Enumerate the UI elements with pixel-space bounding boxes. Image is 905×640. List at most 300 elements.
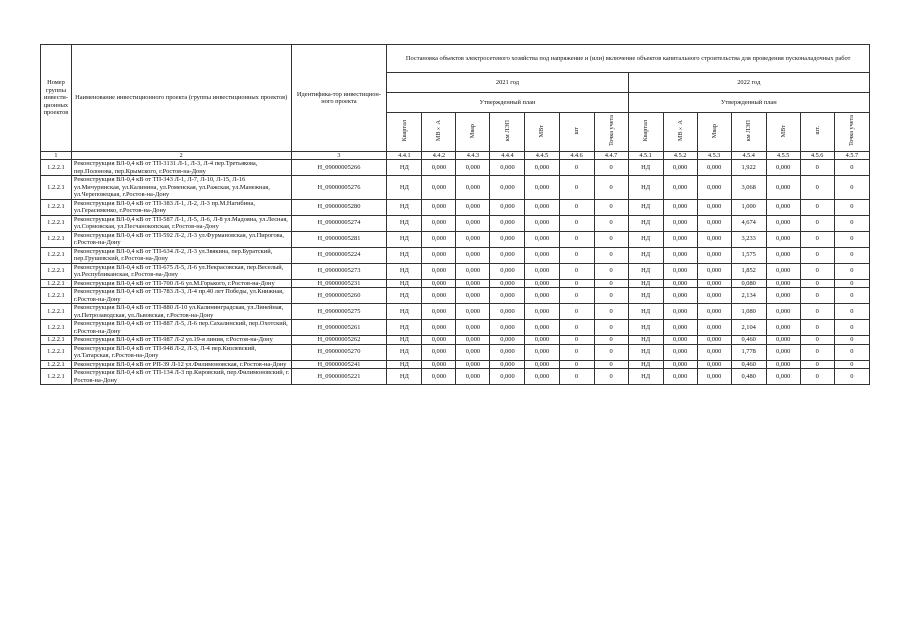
table-row bbox=[41, 360, 870, 369]
value-cell: 0,000 bbox=[525, 231, 559, 247]
value-cell: 0 bbox=[800, 369, 834, 385]
value-cell: 0 bbox=[834, 304, 869, 320]
value-cell: 0,000 bbox=[490, 160, 525, 176]
value-cell: 0,000 bbox=[490, 304, 525, 320]
project-name-cell: Реконструкция ВЛ-0,4 кВ от ТП-948 Л-2, Л-3, Л-4 пер.Кизлевский, ул.Татарская, г.Ростов-на-Дону bbox=[71, 344, 291, 360]
project-name-cell: Реконструкция ВЛ-0,4 кВ от ТП-343 Л-1, Л-7, Л-10, Л-15, Л-16 ул.Мичуринская, ул.Калинина, ул.Роменская, ул.Ражская, ул.Манежная, ул.Череповецкая, г.Ростов-на-Дону bbox=[71, 176, 291, 200]
value-cell: 0 bbox=[559, 344, 594, 360]
project-name-cell: Реконструкция ВЛ-0,4 кВ от ТП-634 Л-2, Л-3 ул.Звякина, пер.Буратский, пер.Грушевский, г.Ростов-на-Дону bbox=[71, 247, 291, 263]
value-cell: 2,134 bbox=[731, 288, 766, 304]
value-cell: 0 bbox=[834, 231, 869, 247]
value-cell: 0,000 bbox=[422, 199, 456, 215]
value-cell: 0,000 bbox=[422, 288, 456, 304]
value-cell: 0 bbox=[559, 247, 594, 263]
value-cell: НД bbox=[387, 215, 422, 231]
table-row bbox=[41, 231, 870, 247]
table-row bbox=[41, 160, 870, 176]
value-cell: НД bbox=[628, 215, 663, 231]
value-cell: НД bbox=[387, 369, 422, 385]
value-cell: 0,000 bbox=[697, 288, 731, 304]
group-cell: 1.2.2.1 bbox=[41, 247, 72, 263]
value-cell: 0,000 bbox=[525, 263, 559, 279]
column-number: 4.5.7 bbox=[834, 152, 869, 160]
header-unit-2022 bbox=[834, 113, 869, 152]
value-cell: 0,000 bbox=[697, 344, 731, 360]
project-id-cell: Н_09000005260 bbox=[291, 288, 387, 304]
value-cell: 0,000 bbox=[456, 344, 490, 360]
value-cell: 0,000 bbox=[525, 288, 559, 304]
value-cell: 0,000 bbox=[525, 160, 559, 176]
value-cell: 0,000 bbox=[697, 231, 731, 247]
value-cell: 0,000 bbox=[456, 263, 490, 279]
value-cell: НД bbox=[628, 344, 663, 360]
group-cell: 1.2.2.1 bbox=[41, 344, 72, 360]
value-cell: 0,000 bbox=[490, 176, 525, 200]
value-cell: 0 bbox=[594, 360, 628, 369]
value-cell: 0,000 bbox=[422, 320, 456, 336]
investment-table-page bbox=[40, 44, 870, 385]
value-cell: 0 bbox=[834, 369, 869, 385]
value-cell: 0,000 bbox=[766, 279, 800, 288]
value-cell: 0,000 bbox=[456, 320, 490, 336]
value-cell: 0,000 bbox=[697, 176, 731, 200]
value-cell: 0 bbox=[834, 279, 869, 288]
header-unit-2022 bbox=[766, 113, 800, 152]
value-cell: 0 bbox=[834, 160, 869, 176]
value-cell: 0,000 bbox=[456, 369, 490, 385]
value-cell: 0,000 bbox=[663, 336, 697, 345]
value-cell: 0,000 bbox=[525, 360, 559, 369]
value-cell: 0 bbox=[834, 247, 869, 263]
value-cell: НД bbox=[387, 263, 422, 279]
table-row bbox=[41, 288, 870, 304]
value-cell: 0,000 bbox=[697, 279, 731, 288]
value-cell: 0,000 bbox=[766, 320, 800, 336]
value-cell: 0,000 bbox=[663, 288, 697, 304]
value-cell: 0,000 bbox=[663, 279, 697, 288]
value-cell: НД bbox=[628, 304, 663, 320]
project-name-cell: Реконструкция ВЛ-0,4 кВ от ТП-700 Л-6 ул.М.Горького, г.Ростов-на-Дону bbox=[71, 279, 291, 288]
project-id-cell: Н_09000005241 bbox=[291, 360, 387, 369]
header-unit-2021 bbox=[422, 113, 456, 152]
header-unit-label: шт. bbox=[813, 126, 821, 136]
value-cell: НД bbox=[387, 160, 422, 176]
value-cell: 0,000 bbox=[766, 263, 800, 279]
value-cell: 0,000 bbox=[766, 215, 800, 231]
value-cell: 0,000 bbox=[490, 199, 525, 215]
column-number: 4.4.1 bbox=[387, 152, 422, 160]
header-unit-label: Мвар bbox=[469, 123, 477, 138]
value-cell: 0,000 bbox=[697, 215, 731, 231]
value-cell: 0,480 bbox=[731, 369, 766, 385]
value-cell: 3,068 bbox=[731, 176, 766, 200]
value-cell: 0,000 bbox=[697, 263, 731, 279]
value-cell: 0,000 bbox=[490, 360, 525, 369]
project-id-cell: Н_09000005262 bbox=[291, 336, 387, 345]
column-number: 3 bbox=[291, 152, 387, 160]
table-row bbox=[41, 279, 870, 288]
project-id-cell: Н_09000005261 bbox=[291, 320, 387, 336]
column-number: 4.5.1 bbox=[628, 152, 663, 160]
header-unit-2022 bbox=[697, 113, 731, 152]
value-cell: НД bbox=[628, 369, 663, 385]
project-id-cell: Н_09000005273 bbox=[291, 263, 387, 279]
value-cell: 0,000 bbox=[422, 336, 456, 345]
value-cell: 4,674 bbox=[731, 215, 766, 231]
value-cell: 0,000 bbox=[490, 247, 525, 263]
value-cell: 0,000 bbox=[422, 369, 456, 385]
value-cell: 0 bbox=[594, 336, 628, 345]
value-cell: НД bbox=[387, 360, 422, 369]
value-cell: 0 bbox=[559, 360, 594, 369]
value-cell: 0 bbox=[594, 231, 628, 247]
project-id-cell: Н_09000005280 bbox=[291, 199, 387, 215]
value-cell: 0 bbox=[559, 369, 594, 385]
column-number: 4.4.4 bbox=[490, 152, 525, 160]
value-cell: НД bbox=[628, 336, 663, 345]
value-cell: 0,000 bbox=[525, 336, 559, 345]
table-row bbox=[41, 336, 870, 345]
value-cell: 0,000 bbox=[490, 215, 525, 231]
table-row bbox=[41, 215, 870, 231]
column-number: 4.4.3 bbox=[456, 152, 490, 160]
value-cell: 0,000 bbox=[490, 279, 525, 288]
header-group-number: Номер группы инвести-ционных проектов bbox=[41, 45, 72, 152]
value-cell: 0,000 bbox=[663, 263, 697, 279]
value-cell: 0,000 bbox=[663, 160, 697, 176]
value-cell: 0 bbox=[594, 279, 628, 288]
group-cell: 1.2.2.1 bbox=[41, 215, 72, 231]
value-cell: 0,000 bbox=[456, 360, 490, 369]
value-cell: 1,080 bbox=[731, 304, 766, 320]
table-row bbox=[41, 320, 870, 336]
value-cell: 0,000 bbox=[525, 215, 559, 231]
project-id-cell: Н_09000005276 bbox=[291, 176, 387, 200]
value-cell: 0,000 bbox=[663, 231, 697, 247]
value-cell: НД bbox=[628, 247, 663, 263]
value-cell: 0,000 bbox=[456, 288, 490, 304]
value-cell: НД bbox=[628, 199, 663, 215]
value-cell: 0,000 bbox=[456, 279, 490, 288]
value-cell: 0,000 bbox=[697, 320, 731, 336]
header-unit-label: Точка учета bbox=[607, 115, 615, 147]
value-cell: 0,000 bbox=[456, 160, 490, 176]
value-cell: 0 bbox=[594, 369, 628, 385]
value-cell: 0 bbox=[800, 304, 834, 320]
header-unit-2021 bbox=[525, 113, 559, 152]
value-cell: 0,000 bbox=[697, 304, 731, 320]
value-cell: НД bbox=[628, 231, 663, 247]
value-cell: 0,000 bbox=[525, 176, 559, 200]
header-year-2022: 2022 год bbox=[628, 73, 869, 93]
value-cell: 0,460 bbox=[731, 360, 766, 369]
value-cell: 0,000 bbox=[697, 336, 731, 345]
value-cell: НД bbox=[387, 336, 422, 345]
investment-projects-table bbox=[40, 44, 870, 385]
value-cell: 0 bbox=[834, 320, 869, 336]
value-cell: 0 bbox=[834, 199, 869, 215]
column-number: 4.5.4 bbox=[731, 152, 766, 160]
value-cell: 1,922 bbox=[731, 160, 766, 176]
value-cell: 0,000 bbox=[697, 369, 731, 385]
value-cell: 0 bbox=[800, 199, 834, 215]
value-cell: 0,000 bbox=[697, 160, 731, 176]
value-cell: 0,000 bbox=[663, 360, 697, 369]
value-cell: 0,000 bbox=[490, 369, 525, 385]
value-cell: 0 bbox=[800, 360, 834, 369]
column-number: 4.5.2 bbox=[663, 152, 697, 160]
value-cell: 0 bbox=[594, 247, 628, 263]
header-unit-label: МВт bbox=[538, 124, 546, 137]
table-row bbox=[41, 369, 870, 385]
value-cell: НД bbox=[628, 288, 663, 304]
value-cell: 3,233 bbox=[731, 231, 766, 247]
project-id-cell: Н_09000005274 bbox=[291, 215, 387, 231]
project-name-cell: Реконструкция ВЛ-0,4 кВ от РП-39 Л-12 ул.Филимоновская, г.Ростов-на-Дону bbox=[71, 360, 291, 369]
table-row bbox=[41, 199, 870, 215]
column-number: 4.4.6 bbox=[559, 152, 594, 160]
value-cell: 0,000 bbox=[663, 176, 697, 200]
group-cell: 1.2.2.1 bbox=[41, 199, 72, 215]
group-cell: 1.2.2.1 bbox=[41, 336, 72, 345]
value-cell: 0,000 bbox=[422, 344, 456, 360]
value-cell: 0,000 bbox=[766, 288, 800, 304]
value-cell: 0 bbox=[834, 360, 869, 369]
value-cell: 0 bbox=[800, 344, 834, 360]
project-name-cell: Реконструкция ВЛ-0,4 кВ от ТП-134 Л-3 пр.Кировский, пер.Филимоновский, г. Ростов-на-Дону bbox=[71, 369, 291, 385]
value-cell: 0 bbox=[834, 215, 869, 231]
project-name-cell: Реконструкция ВЛ-0,4 кВ от ТП-987 Л-2 ул.19-я линия, г.Ростов-на-Дону bbox=[71, 336, 291, 345]
header-top-caption: Постановка объектов электросетевого хозяйства под напряжение и (или) включение объектов капитального строительства для проведения пусконаладочных работ bbox=[387, 45, 870, 73]
header-unit-label: шт bbox=[573, 127, 581, 135]
value-cell: 0 bbox=[559, 263, 594, 279]
value-cell: 0,000 bbox=[422, 360, 456, 369]
value-cell: 0 bbox=[800, 215, 834, 231]
value-cell: 0,000 bbox=[490, 231, 525, 247]
value-cell: 0,000 bbox=[766, 304, 800, 320]
header-unit-label: Мвар bbox=[710, 123, 718, 138]
value-cell: 0,000 bbox=[422, 247, 456, 263]
value-cell: 0,000 bbox=[663, 344, 697, 360]
value-cell: НД bbox=[387, 176, 422, 200]
project-name-cell: Реконструкция ВЛ-0,4 кВ от ТП-3131 Л-1, Л-3, Л-4 пер.Третьякова, пер.Полонова, пер.Крымского, г.Ростов-на-Дону bbox=[71, 160, 291, 176]
value-cell: 0,000 bbox=[663, 247, 697, 263]
project-id-cell: Н_09000005221 bbox=[291, 369, 387, 385]
value-cell: НД bbox=[628, 360, 663, 369]
value-cell: 0,000 bbox=[422, 160, 456, 176]
value-cell: НД bbox=[387, 288, 422, 304]
column-number: 2 bbox=[71, 152, 291, 160]
value-cell: 0,000 bbox=[525, 369, 559, 385]
header-unit-label: Точка учета bbox=[848, 115, 856, 147]
value-cell: 0,000 bbox=[697, 199, 731, 215]
value-cell: 0 bbox=[800, 160, 834, 176]
value-cell: НД bbox=[387, 320, 422, 336]
value-cell: 0 bbox=[800, 320, 834, 336]
value-cell: 0 bbox=[594, 288, 628, 304]
value-cell: 0 bbox=[834, 336, 869, 345]
header-unit-2021 bbox=[456, 113, 490, 152]
value-cell: 0 bbox=[800, 263, 834, 279]
column-number: 4.4.5 bbox=[525, 152, 559, 160]
value-cell: 0 bbox=[800, 176, 834, 200]
table-row bbox=[41, 304, 870, 320]
value-cell: 0 bbox=[834, 288, 869, 304]
value-cell: 1,000 bbox=[731, 199, 766, 215]
value-cell: НД bbox=[387, 231, 422, 247]
project-name-cell: Реконструкция ВЛ-0,4 кВ от ТП-675 Л-5, Л-6 ул.Некрасовская, пер.Веселый, ул.Республиканская, г.Ростов-на-Дону bbox=[71, 263, 291, 279]
column-number: 4.4.2 bbox=[422, 152, 456, 160]
value-cell: 0 bbox=[559, 304, 594, 320]
project-name-cell: Реконструкция ВЛ-0,4 кВ от ТП-383 Л-1, Л-2, Л-3 пр.М.Нагибина, ул.Герасименко, г.Ростов-на-Дону bbox=[71, 199, 291, 215]
value-cell: 0 bbox=[800, 288, 834, 304]
value-cell: 0,000 bbox=[663, 199, 697, 215]
header-unit-label: МВт bbox=[779, 124, 787, 137]
header-unit-label: км ЛЭП bbox=[745, 120, 753, 142]
header-unit-label: МВ×А bbox=[676, 120, 684, 142]
value-cell: 0,000 bbox=[766, 160, 800, 176]
value-cell: 0 bbox=[800, 247, 834, 263]
header-plan-2021: Утвержденный план bbox=[387, 93, 628, 113]
value-cell: 0,000 bbox=[456, 231, 490, 247]
value-cell: 0,080 bbox=[731, 279, 766, 288]
value-cell: 0,000 bbox=[766, 344, 800, 360]
value-cell: 0,000 bbox=[456, 199, 490, 215]
value-cell: 0,000 bbox=[525, 304, 559, 320]
table-row bbox=[41, 344, 870, 360]
column-number: 4.5.5 bbox=[766, 152, 800, 160]
value-cell: 0,000 bbox=[456, 247, 490, 263]
value-cell: 0,000 bbox=[422, 231, 456, 247]
value-cell: НД bbox=[387, 247, 422, 263]
group-cell: 1.2.2.1 bbox=[41, 160, 72, 176]
value-cell: 0 bbox=[559, 279, 594, 288]
value-cell: 0,000 bbox=[525, 247, 559, 263]
header-unit-2021 bbox=[594, 113, 628, 152]
header-unit-label: км ЛЭП bbox=[503, 120, 511, 142]
value-cell: 0 bbox=[559, 320, 594, 336]
value-cell: НД bbox=[628, 279, 663, 288]
value-cell: 0,000 bbox=[697, 247, 731, 263]
value-cell: 0 bbox=[559, 199, 594, 215]
group-cell: 1.2.2.1 bbox=[41, 263, 72, 279]
value-cell: 0 bbox=[594, 320, 628, 336]
value-cell: 0,000 bbox=[663, 369, 697, 385]
group-cell: 1.2.2.1 bbox=[41, 360, 72, 369]
value-cell: НД bbox=[628, 263, 663, 279]
value-cell: 0,000 bbox=[766, 360, 800, 369]
column-number: 4.5.3 bbox=[697, 152, 731, 160]
value-cell: 0,460 bbox=[731, 336, 766, 345]
value-cell: 0,000 bbox=[422, 176, 456, 200]
project-name-cell: Реконструкция ВЛ-0,4 кВ от ТП-592 Л-2, Л-3 ул.Фурмановская, ул.Пирогова, г.Ростов-на-Дону bbox=[71, 231, 291, 247]
value-cell: НД bbox=[628, 160, 663, 176]
header-project-id: Идентифика-тор инвестицион-ного проекта bbox=[291, 45, 387, 152]
value-cell: 0,000 bbox=[663, 304, 697, 320]
value-cell: 0,000 bbox=[697, 360, 731, 369]
value-cell: 0,000 bbox=[525, 279, 559, 288]
value-cell: 0 bbox=[594, 263, 628, 279]
value-cell: 0,000 bbox=[525, 320, 559, 336]
value-cell: 1,778 bbox=[731, 344, 766, 360]
value-cell: 0 bbox=[594, 215, 628, 231]
value-cell: 0,000 bbox=[456, 215, 490, 231]
column-number: 4.4.7 bbox=[594, 152, 628, 160]
value-cell: НД bbox=[628, 320, 663, 336]
value-cell: 0,000 bbox=[766, 369, 800, 385]
value-cell: НД bbox=[387, 279, 422, 288]
group-cell: 1.2.2.1 bbox=[41, 176, 72, 200]
value-cell: НД bbox=[387, 304, 422, 320]
value-cell: НД bbox=[387, 199, 422, 215]
project-id-cell: Н_09000005266 bbox=[291, 160, 387, 176]
value-cell: 0 bbox=[594, 344, 628, 360]
group-cell: 1.2.2.1 bbox=[41, 304, 72, 320]
table-row bbox=[41, 263, 870, 279]
value-cell: 0 bbox=[594, 199, 628, 215]
value-cell: 0,000 bbox=[490, 288, 525, 304]
table-row bbox=[41, 176, 870, 200]
value-cell: 0 bbox=[800, 279, 834, 288]
value-cell: 0 bbox=[834, 263, 869, 279]
value-cell: 0 bbox=[559, 176, 594, 200]
value-cell: 0,000 bbox=[766, 176, 800, 200]
value-cell: 1,575 bbox=[731, 247, 766, 263]
header-unit-2022 bbox=[628, 113, 663, 152]
header-unit-2022 bbox=[731, 113, 766, 152]
group-cell: 1.2.2.1 bbox=[41, 288, 72, 304]
project-id-cell: Н_09000005224 bbox=[291, 247, 387, 263]
group-cell: 1.2.2.1 bbox=[41, 320, 72, 336]
value-cell: НД bbox=[387, 344, 422, 360]
value-cell: 0,000 bbox=[490, 320, 525, 336]
column-number: 1 bbox=[41, 152, 72, 160]
column-number: 4.5.6 bbox=[800, 152, 834, 160]
value-cell: 0,000 bbox=[422, 279, 456, 288]
group-cell: 1.2.2.1 bbox=[41, 369, 72, 385]
project-id-cell: Н_09000005231 bbox=[291, 279, 387, 288]
header-year-2021: 2021 год bbox=[387, 73, 628, 93]
value-cell: 0,000 bbox=[456, 176, 490, 200]
value-cell: 0,000 bbox=[456, 336, 490, 345]
value-cell: 0,000 bbox=[490, 344, 525, 360]
header-unit-label: МВ×А bbox=[435, 120, 443, 142]
header-unit-2021 bbox=[490, 113, 525, 152]
value-cell: 0,000 bbox=[766, 247, 800, 263]
project-name-cell: Реконструкция ВЛ-0,4 кВ от ТП-887 Л-5, Л-6 пер.Сахалинский, пер.Охотский, г.Ростов-на-Дону bbox=[71, 320, 291, 336]
value-cell: 0,000 bbox=[766, 231, 800, 247]
value-cell: 0,000 bbox=[766, 199, 800, 215]
value-cell: 0 bbox=[559, 215, 594, 231]
value-cell: 0,000 bbox=[422, 215, 456, 231]
value-cell: 0,000 bbox=[456, 304, 490, 320]
header-project-name: Наименование инвестиционного проекта (группы инвестиционных проектов) bbox=[71, 45, 291, 152]
value-cell: 0,000 bbox=[525, 199, 559, 215]
table-row bbox=[41, 247, 870, 263]
project-id-cell: Н_09000005270 bbox=[291, 344, 387, 360]
group-cell: 1.2.2.1 bbox=[41, 231, 72, 247]
value-cell: 1,852 bbox=[731, 263, 766, 279]
value-cell: 0 bbox=[594, 304, 628, 320]
value-cell: 0 bbox=[594, 176, 628, 200]
project-name-cell: Реконструкция ВЛ-0,4 кВ от ТП-587 Л-1, Л-5, Л-6, Л-8 ул.Мадояна, ул.Лесная, ул.Сормовская, ул.Песчанокопская, г.Ростов-на-Дону bbox=[71, 215, 291, 231]
header-unit-label: Квартал bbox=[400, 120, 408, 142]
header-unit-label: Квартал bbox=[642, 120, 650, 142]
header-unit-2021 bbox=[559, 113, 594, 152]
header-unit-2022 bbox=[663, 113, 697, 152]
project-name-cell: Реконструкция ВЛ-0,4 кВ от ТП-880 Л-10 ул.Калининградская, ул.Линейная, ул.Петрозаводская, ул.Львовская, г.Ростов-на-Дону bbox=[71, 304, 291, 320]
value-cell: 0 bbox=[559, 231, 594, 247]
